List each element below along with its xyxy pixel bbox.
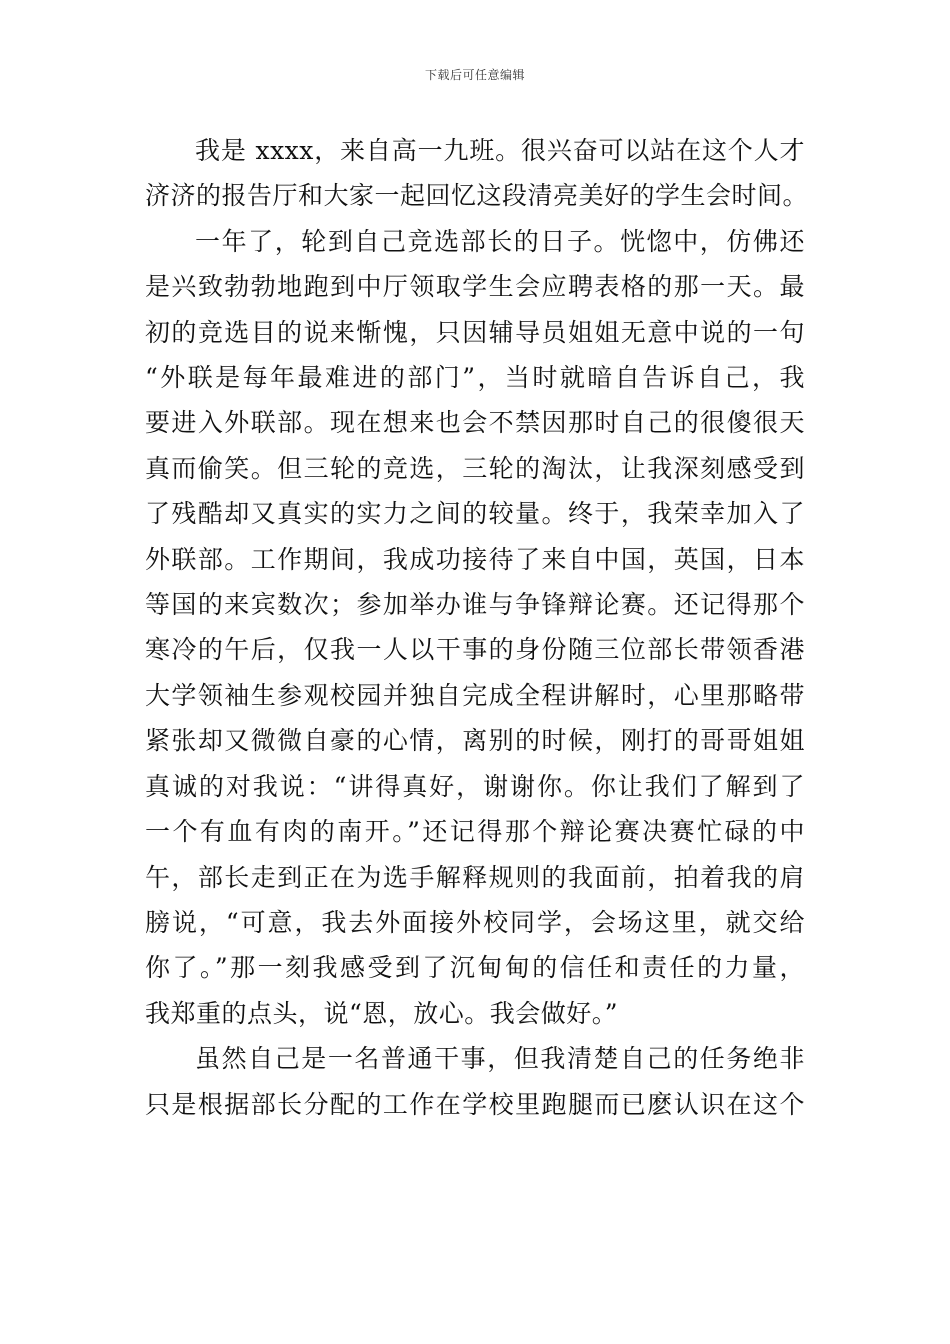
text-line: 初的竞选目的说来惭愧，只因辅导员姐姐无意中说的一句 — [145, 317, 805, 347]
text-line: 你了。”那一刻我感受到了沉甸甸的信任和责任的力量， — [145, 953, 805, 983]
text-line: 午，部长走到正在为选手解释规则的我面前，拍着我的肩 — [145, 862, 805, 892]
paragraph-2 — [145, 219, 805, 1036]
text-line: 膀说，“可意，我去外面接外校同学，会场这里，就交给 — [145, 907, 805, 937]
text-line: 真诚的对我说：“讲得真好，谢谢你。你让我们了解到了 — [145, 771, 805, 801]
text-line: 外联部。工作期间，我成功接待了来自中国，英国，日本 — [145, 544, 805, 574]
paragraph-1 — [145, 128, 809, 219]
text-line: “外联是每年最难进的部门”，当时就暗自告诉自己，我 — [145, 363, 805, 393]
text-line: 虽然自己是一名普通干事，但我清楚自己的任务绝非 — [195, 1044, 805, 1074]
paragraph-3 — [145, 1036, 805, 1127]
text-line: 我是 xxxx，来自高一九班。很兴奋可以站在这个人才 — [195, 136, 805, 165]
text-line: 要进入外联部。现在想来也会不禁因那时自己的很傻很天 — [145, 408, 805, 438]
text-line: 了残酷却又真实的实力之间的较量。终于，我荣幸加入了 — [145, 499, 805, 529]
text-line: 济济的报告厅和大家一起回忆这段清亮美好的学生会时间。 — [145, 181, 809, 211]
header-note: 下载后可任意编辑 — [424, 68, 525, 82]
text-line: 紧张却又微微自豪的心情，离别的时候，刚打的哥哥姐姐 — [145, 726, 805, 756]
text-line: 我郑重的点头，说“恩，放心。我会做好。” — [145, 998, 619, 1028]
text-line: 寒冷的午后，仅我一人以干事的身份随三位部长带领香港 — [145, 635, 805, 665]
text-line: 一个有血有肉的南开。”还记得那个辩论赛决赛忙碌的中 — [145, 817, 805, 847]
text-line: 等国的来宾数次；参加举办谁与争锋辩论赛。还记得那个 — [145, 590, 805, 620]
text-line: 是兴致勃勃地跑到中厅领取学生会应聘表格的那一天。最 — [145, 272, 805, 302]
text-line: 一年了，轮到自己竞选部长的日子。恍惚中，仿佛还 — [195, 226, 805, 256]
text-line: 只是根据部长分配的工作在学校里跑腿而已麽认识在这个 — [145, 1089, 805, 1119]
body-text — [145, 128, 809, 1127]
text-line: 大学领袖生参观校园并独自完成全程讲解时，心里那略带 — [145, 680, 805, 710]
text-line: 真而偷笑。但三轮的竞选，三轮的淘汰，让我深刻感受到 — [145, 453, 805, 483]
